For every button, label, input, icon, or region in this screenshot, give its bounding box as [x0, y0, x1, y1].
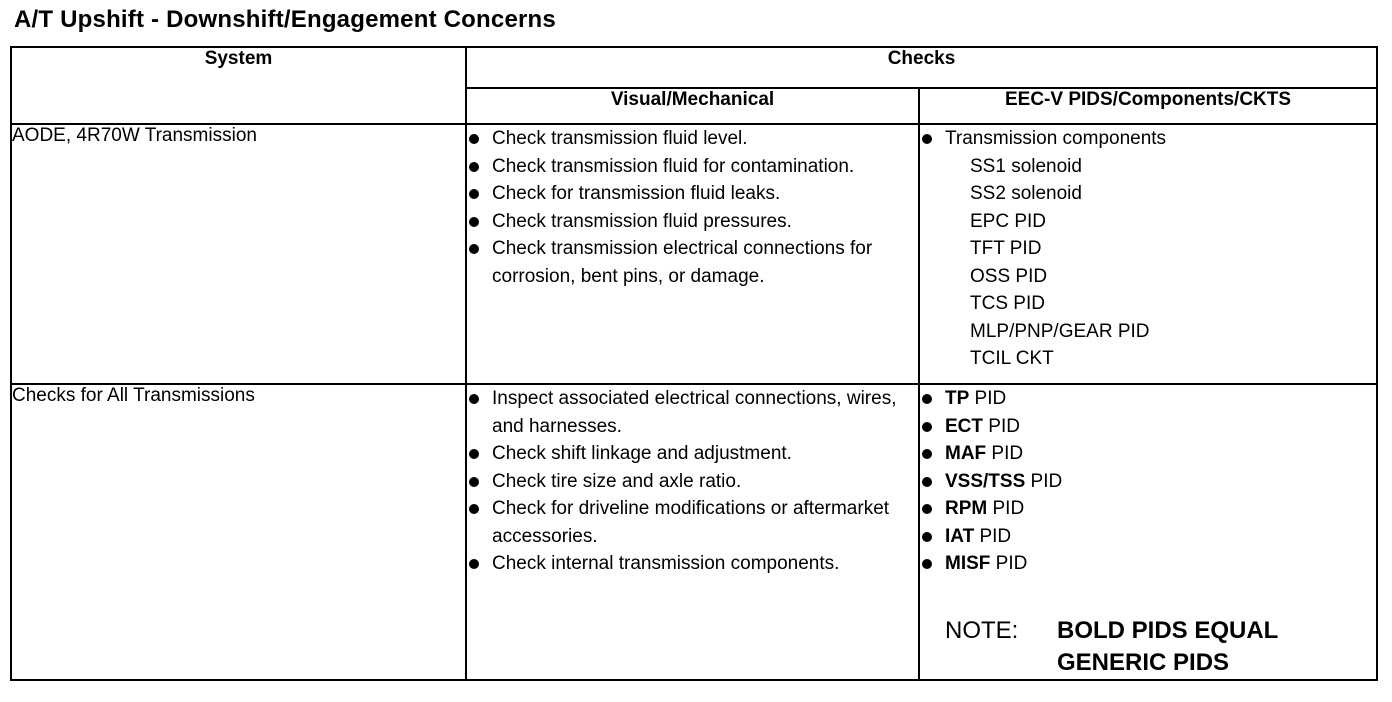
pid-name: ECT: [945, 415, 983, 437]
list-item: Check transmission electrical connections for corrosion, bent pins, or damage.: [467, 235, 918, 290]
pid-name: IAT: [945, 525, 975, 547]
pid-suffix: PID: [983, 415, 1020, 437]
eec-checks-list: [920, 125, 1376, 153]
pid-name: MISF: [945, 553, 991, 574]
note-label: NOTE:: [945, 616, 1019, 644]
pid-name: RPM: [945, 498, 988, 519]
component-list: [920, 153, 1376, 373]
component-item: SS2 solenoid: [970, 183, 1082, 204]
header-row-top: [11, 47, 1377, 88]
pid-suffix: PID: [987, 498, 1025, 519]
list-item: Transmission components: [920, 125, 1376, 153]
eec-checks-cell: [919, 124, 1377, 384]
pid-suffix: PID: [974, 525, 1012, 547]
header-system: System: [11, 47, 466, 124]
table-row: [11, 124, 1377, 384]
note: [945, 615, 1376, 679]
header-visual-mechanical: Visual/Mechanical: [466, 88, 919, 124]
system-cell: AODE, 4R70W Transmission: [11, 124, 466, 384]
list-item: Check shift linkage and adjustment.: [467, 440, 918, 468]
component-item: EPC PID: [970, 210, 1047, 232]
component-item: TCS PID: [970, 293, 1045, 314]
list-item: Check for driveline modifications or aftermarket accessories.: [467, 495, 918, 550]
table-row: [11, 384, 1377, 680]
pid-suffix: PID: [986, 443, 1024, 464]
component-item: MLP/PNP/GEAR PID: [970, 320, 1150, 342]
list-item: Check tire size and axle ratio.: [467, 468, 918, 496]
pid-item: [920, 468, 1376, 496]
pid-list: [920, 385, 1376, 578]
pid-suffix: PID: [1025, 470, 1063, 492]
eec-checks-cell: [919, 384, 1377, 680]
pid-item: [920, 523, 1376, 551]
header-checks: Checks: [466, 47, 1377, 88]
pid-item: [920, 495, 1376, 523]
component-item: SS1 solenoid: [970, 155, 1082, 177]
page-title: A/T Upshift - Downshift/Engagement Concerns: [14, 6, 556, 33]
concerns-table: [10, 46, 1378, 681]
pid-item: [920, 550, 1376, 578]
header-eec-v: EEC-V PIDS/Components/CKTS: [919, 88, 1377, 124]
note-text: BOLD PIDS EQUAL GENERIC PIDS: [1057, 616, 1278, 676]
list-item: Check transmission fluid level.: [467, 125, 918, 153]
pid-item: [920, 440, 1376, 468]
list-item: Check for transmission fluid leaks.: [467, 180, 918, 208]
list-item: Check transmission fluid pressures.: [467, 208, 918, 236]
component-item: TCIL CKT: [970, 348, 1054, 369]
list-item: Check transmission fluid for contamination.: [467, 153, 918, 181]
system-cell: Checks for All Transmissions: [11, 384, 466, 680]
list-item: Inspect associated electrical connections, wires, and harnesses.: [467, 385, 918, 440]
visual-checks-list: [467, 125, 918, 290]
component-item: TFT PID: [970, 238, 1042, 259]
pid-suffix: PID: [969, 388, 1007, 409]
pid-item: [920, 385, 1376, 413]
pid-name: VSS/TSS: [945, 470, 1026, 492]
pid-name: MAF: [945, 443, 987, 464]
pid-item: [920, 413, 1376, 441]
visual-checks-cell: [466, 384, 919, 680]
visual-checks-cell: [466, 124, 919, 384]
component-item: OSS PID: [970, 265, 1048, 287]
visual-checks-list: [467, 385, 918, 578]
pid-suffix: PID: [990, 553, 1028, 574]
list-item: Check internal transmission components.: [467, 550, 918, 578]
pid-name: TP: [945, 388, 970, 409]
